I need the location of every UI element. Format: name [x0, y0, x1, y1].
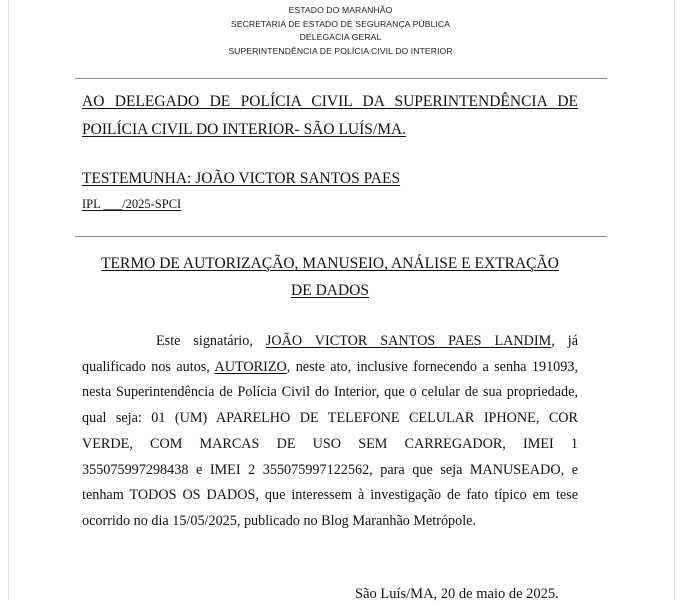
body-paragraph [82, 329, 578, 535]
document-title [82, 250, 578, 304]
header-superintendency: SUPERINTENDÊNCIA DE POLÍCIA CIVIL DO INTERIOR [228, 45, 453, 56]
title-line-1: TERMO DE AUTORIZAÇÃO, MANUSEIO, ANÁLISE E EXTRAÇÃO [101, 255, 559, 272]
document-date: São Luís/MA, 20 de maio de 2025. [355, 586, 559, 602]
header-divider [75, 78, 607, 79]
authorization-body [82, 329, 578, 535]
witness-line: TESTEMUNHA: JOÃO VICTOR SANTOS PAES [82, 170, 401, 187]
addressee: AO DELEGADO DE POLÍCIA CIVIL DA SUPERINTENDÊNCIA DE POILÍCIA CIVIL DO INTERIOR- SÃO LUÍS/MA. [82, 93, 578, 138]
header-state: ESTADO DO MARANHÃO [288, 5, 393, 15]
header-delegacia: DELEGACIA GERAL [299, 32, 382, 42]
header-secretariat: SECRETARIA DE ESTADO DE SEGURANÇA PÚBLICA [230, 18, 451, 29]
body-intro: Este signatário, [156, 333, 253, 349]
authorize-keyword: AUTORIZO [214, 358, 287, 375]
document-header [0, 4, 681, 58]
title-line-2: DE DADOS [291, 282, 369, 299]
section-divider [75, 236, 607, 237]
signatory-name: JOÃO VICTOR SANTOS PAES LANDIM [265, 333, 552, 349]
body-details: , neste ato, inclusive fornecendo a senha 191093, nesta Superintendência de Polícia Civil do Interior, que o celular de sua propriedade, qual seja: 01 (UM) APARELHO DE TELEFONE CELULAR IPHONE, COR VERDE, COM MARCAS DE USO SEM CARREGADOR, IMEI 1 355075997298438 e IMEI 2 355075997122562, para que seja MANUSEADO, e tenham TODOS OS DADOS, que interessem à investigação de fato típico em tese ocorrido no dia 15/05/2025, publicado no Blog Maranhão Metrópole. [82, 358, 578, 529]
body-qualified: , já qualificado nos autos, [82, 333, 578, 375]
ipl-number: IPL ___/2025-SPCI [82, 197, 182, 211]
